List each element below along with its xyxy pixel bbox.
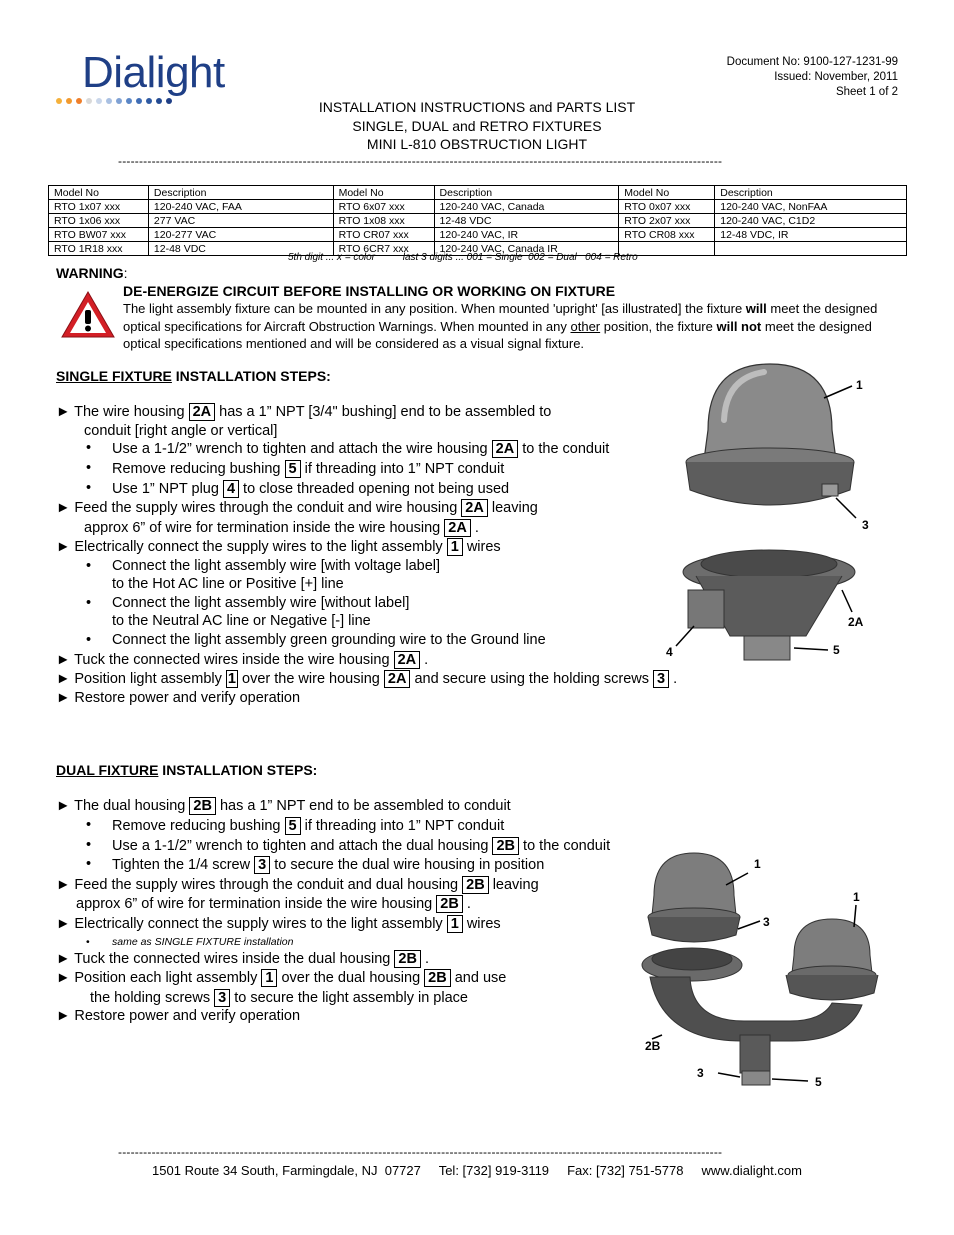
- table-cell: 120-240 VAC, NonFAA: [715, 200, 907, 214]
- table-cell: RTO 1x08 xxx: [333, 214, 434, 228]
- table-row: [49, 228, 907, 242]
- warning-text: The light assembly fixture can be mounted in any position. When mounted 'upright' [as illustrated] the fixture will meet the designed optical specifications for Aircraft Obstruction Warnings. When mounted in any other position, the fixture will not meet the designed optical specifications mentioned and will be considered as a visual signal fixture.: [123, 301, 878, 351]
- table-cell: RTO 0x07 xxx: [619, 200, 715, 214]
- dual-fixture-illustration: [622, 845, 886, 1100]
- table-header: Model No: [619, 186, 715, 200]
- table-header: Description: [715, 186, 907, 200]
- dual-substep: • Remove reducing bushing 5 if threading into 1” NPT conduit: [86, 817, 505, 834]
- single-step-1-cont: conduit [right angle or vertical]: [84, 423, 278, 439]
- warning-label: WARNING:: [56, 265, 128, 281]
- figure-label: 1: [754, 857, 761, 871]
- dual-substep: • Use a 1-1/2” wrench to tighten and attach the dual housing 2B to the conduit: [86, 837, 611, 854]
- single-section-title: SINGLE FIXTURE INSTALLATION STEPS:: [56, 368, 331, 384]
- dual-step-4: ► Tuck the connected wires inside the dual housing 2B .: [56, 951, 429, 967]
- dual-substep-note: • same as SINGLE FIXTURE installation: [86, 936, 294, 948]
- table-cell: RTO 2x07 xxx: [619, 214, 715, 228]
- table-header: Description: [148, 186, 333, 200]
- single-step-6: ► Restore power and verify operation: [56, 690, 301, 706]
- table-cell: RTO 1R18 xxx: [49, 242, 149, 256]
- footer-divider: ------------------------------------------------------------------------------------------------------------------------------------------------: [118, 1145, 723, 1159]
- table-header-row: [49, 186, 907, 200]
- dual-step-2-cont: approx 6” of wire for termination inside the wire housing 2B .: [76, 896, 471, 912]
- single-substep: • Use 1” NPT plug 4 to close threaded opening not being used: [86, 480, 510, 497]
- single-step-3: ► Electrically connect the supply wires to the light assembly 1 wires: [56, 539, 501, 555]
- figure-label: 3: [862, 518, 869, 532]
- dual-step-5-cont: the holding screws 3 to secure the light assembly in place: [90, 990, 468, 1006]
- table-row: [49, 200, 907, 214]
- table-cell: 12-48 VDC, IR: [715, 228, 907, 242]
- single-step-2-cont: approx 6” of wire for termination inside the wire housing 2A .: [84, 520, 479, 536]
- dual-step-6: ► Restore power and verify operation: [56, 1008, 301, 1024]
- table-cell: RTO BW07 xxx: [49, 228, 149, 242]
- table-row: [49, 214, 907, 228]
- sheet-number: Sheet 1 of 2: [835, 86, 898, 98]
- table-cell: 12-48 VDC: [148, 242, 333, 256]
- issued-date: Issued: November, 2011: [774, 71, 898, 83]
- figure-label: 5: [833, 643, 840, 657]
- table-cell: RTO 1x06 xxx: [49, 214, 149, 228]
- footer-contact: 1501 Route 34 South, Farmingdale, NJ 07727 Tel: [732] 919-3119 Fax: [732] 751-5778 www.dialight.com: [152, 1163, 802, 1178]
- dual-step-3: ► Electrically connect the supply wires to the light assembly 1 wires: [56, 916, 501, 932]
- single-step-4: ► Tuck the connected wires inside the wire housing 2A .: [56, 652, 429, 668]
- figure-label: 3: [697, 1066, 704, 1080]
- single-substep-cont: to the Hot AC line or Positive [+] line: [112, 576, 344, 592]
- single-step-1: ► The wire housing 2A has a 1” NPT [3/4" bushing] end to be assembled to: [56, 404, 552, 420]
- single-substep-cont: to the Neutral AC line or Negative [-] line: [112, 613, 371, 629]
- table-cell: 12-48 VDC: [434, 214, 619, 228]
- figure-label: 5: [815, 1075, 822, 1089]
- table-cell: 120-240 VAC, Canada: [434, 200, 619, 214]
- dual-step-1: ► The dual housing 2B has a 1” NPT end to be assembled to conduit: [56, 798, 511, 814]
- table-cell: 120-240 VAC, FAA: [148, 200, 333, 214]
- single-substep: • Use a 1-1/2” wrench to tighten and attach the wire housing 2A to the conduit: [86, 440, 610, 457]
- table-cell: RTO 6x07 xxx: [333, 200, 434, 214]
- table-cell: 277 VAC: [148, 214, 333, 228]
- table-cell: 120-240 VAC, C1D2: [715, 214, 907, 228]
- model-note: 5th digit ... x = color last 3 digits ... 001 = Single 002 = Dual 004 = Retro: [288, 252, 638, 263]
- figure-label: 1: [856, 378, 863, 392]
- table-cell: RTO CR07 xxx: [333, 228, 434, 242]
- figure-label: 1: [853, 890, 860, 904]
- figure-label: 4: [666, 645, 673, 659]
- table-cell: 120-277 VAC: [148, 228, 333, 242]
- single-substep: • Remove reducing bushing 5 if threading into 1” NPT conduit: [86, 460, 505, 477]
- figure-label: 3: [763, 915, 770, 929]
- document-info: [727, 55, 898, 100]
- table-cell: 120-240 VAC, IR: [434, 228, 619, 242]
- single-step-2: ► Feed the supply wires through the conduit and wire housing 2A leaving: [56, 500, 538, 516]
- page-title-3: MINI L-810 OBSTRUCTION LIGHT: [366, 136, 588, 152]
- page-title-2: SINGLE, DUAL and RETRO FIXTURES: [352, 118, 602, 134]
- table-header: Model No: [49, 186, 149, 200]
- dual-section-title: DUAL FIXTURE INSTALLATION STEPS:: [56, 762, 318, 778]
- warning-triangle-icon: [60, 290, 116, 340]
- header-divider: ------------------------------------------------------------------------------------------------------------------------------------------------: [118, 154, 723, 168]
- single-substep: • Connect the light assembly wire [without label]: [86, 595, 410, 611]
- company-logo: Dialight: [82, 48, 225, 97]
- single-step-5: ► Position light assembly 1 over the wire housing 2A and secure using the holding screws 3 .: [56, 671, 678, 687]
- table-cell: RTO 6CR7 xxx: [333, 242, 434, 256]
- table-cell: RTO 1x07 xxx: [49, 200, 149, 214]
- table-header: Description: [434, 186, 619, 200]
- figure-label: 2B: [645, 1039, 661, 1053]
- page-title-1: INSTALLATION INSTRUCTIONS and PARTS LIST: [318, 99, 636, 115]
- table-cell: RTO CR08 xxx: [619, 228, 715, 242]
- table-header: Model No: [333, 186, 434, 200]
- warning-heading: DE-ENERGIZE CIRCUIT BEFORE INSTALLING OR WORKING ON FIXTURE: [123, 283, 616, 299]
- figure-label: 2A: [848, 615, 864, 629]
- single-substep: • Connect the light assembly wire [with voltage label]: [86, 558, 441, 574]
- dual-substep: • Tighten the 1/4 screw 3 to secure the dual wire housing in position: [86, 856, 545, 873]
- model-table: [48, 185, 907, 256]
- dual-step-2: ► Feed the supply wires through the conduit and dual housing 2B leaving: [56, 877, 539, 893]
- table-cell: 120-240 VAC, Canada IR: [434, 242, 619, 256]
- document-number: Document No: 9100-127-1231-99: [726, 56, 898, 68]
- dual-step-5: ► Position each light assembly 1 over the dual housing 2B and use: [56, 970, 507, 986]
- table-cell: [715, 242, 907, 256]
- single-substep: • Connect the light assembly green grounding wire to the Ground line: [86, 632, 546, 648]
